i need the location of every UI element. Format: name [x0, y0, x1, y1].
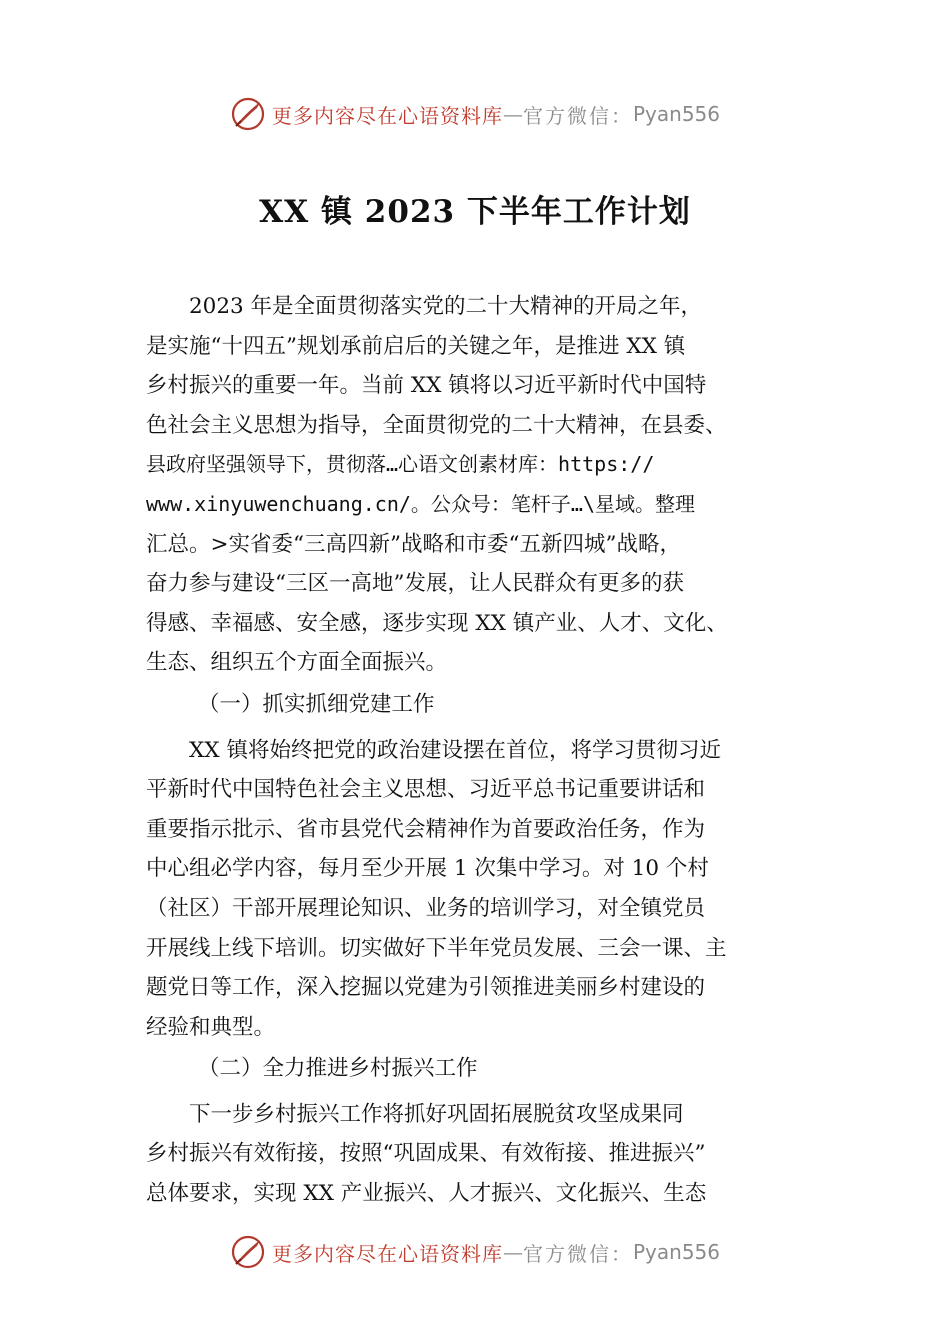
text-line: 是实施“十四五”规划承前启后的关键之年，是推进 XX 镇 — [146, 333, 686, 359]
text-line: 生态、组织五个方面全面振兴。 — [146, 650, 448, 676]
pen-logo-icon — [230, 1234, 266, 1270]
paragraph-party-building — [146, 731, 822, 1048]
header-watermark-banner — [0, 94, 950, 134]
text-line: 开展线上线下培训。切实做好下半年党员发展、三会一课、主 — [146, 935, 727, 961]
text-line: 乡村振兴的重要一年。当前 XX 镇将以习近平新时代中国特 — [146, 373, 707, 399]
document-title: XX 镇 2023 下半年工作计划 — [259, 194, 691, 230]
banner-label: 官方微信： — [522, 1241, 633, 1266]
text-line: 奋力参与建设“三区一高地”发展，让人民群众有更多的获 — [146, 571, 684, 597]
banner-separator: — — [502, 1240, 523, 1264]
banner-wechat-id: Pyan556 — [632, 102, 720, 126]
banner-text: 更多内容尽在心语资料库 — [271, 1241, 503, 1266]
text-line: 总体要求，实现 XX 产业振兴、人才振兴、文化振兴、生态 — [146, 1181, 707, 1207]
text-line: 重要指示批示、省市县党代会精神作为首要政治任务，作为 — [146, 816, 706, 842]
text-line: 中心组必学内容，每月至少开展 1 次集中学习。对 10 个村 — [146, 856, 709, 882]
text-line: 乡村振兴有效衔接，按照“巩固成果、有效衔接、推进振兴” — [146, 1141, 706, 1167]
text-line: 汇总。>实省委“三高四新”战略和市委“五新四城”战略， — [146, 531, 681, 557]
pen-logo-icon — [230, 96, 266, 132]
banner-wechat-id: Pyan556 — [632, 1240, 720, 1264]
section-heading-2: （二）全力推进乡村振兴工作 — [198, 1056, 478, 1082]
text-line: 下一步乡村振兴工作将抓好巩固拓展脱贫攻坚成果同 — [189, 1101, 684, 1127]
text-line: 2023 年是全面贯彻落实党的二十大精神的开局之年， — [189, 294, 703, 319]
section-heading-1: （一）抓实抓细党建工作 — [198, 691, 435, 717]
text-line: 题党日等工作，深入挖掘以党建为引领推进美丽乡村建设的 — [146, 975, 706, 1001]
banner-text: 更多内容尽在心语资料库 — [271, 103, 503, 128]
banner-separator: — — [502, 102, 523, 126]
text-line: （社区）干部开展理论知识、业务的培训学习，对全镇党员 — [146, 895, 706, 921]
text-line: XX 镇将始终把党的政治建设摆在首位，将学习贯彻习近 — [189, 737, 721, 763]
text-line: 县政府坚强领导下，贯彻落…心语文创素材库：https:// — [146, 452, 655, 477]
document-body — [146, 287, 822, 1214]
text-line: 平新时代中国特色社会主义思想、习近平总书记重要讲话和 — [146, 777, 706, 803]
banner-label: 官方微信： — [522, 103, 633, 128]
text-line: 色社会主义思想为指导，全面贯彻党的二十大精神，在县委、 — [146, 412, 727, 438]
paragraph-intro — [146, 287, 822, 683]
text-line: www.xinyuwenchuang.cn/。公众号：笔杆子…\星域。整理 — [146, 491, 695, 516]
footer-watermark-banner — [0, 1232, 950, 1272]
text-line: 得感、幸福感、安全感，逐步实现 XX 镇产业、人才、文化、 — [146, 610, 728, 636]
text-line: 经验和典型。 — [146, 1014, 276, 1040]
paragraph-rural-revitalization — [146, 1095, 822, 1214]
